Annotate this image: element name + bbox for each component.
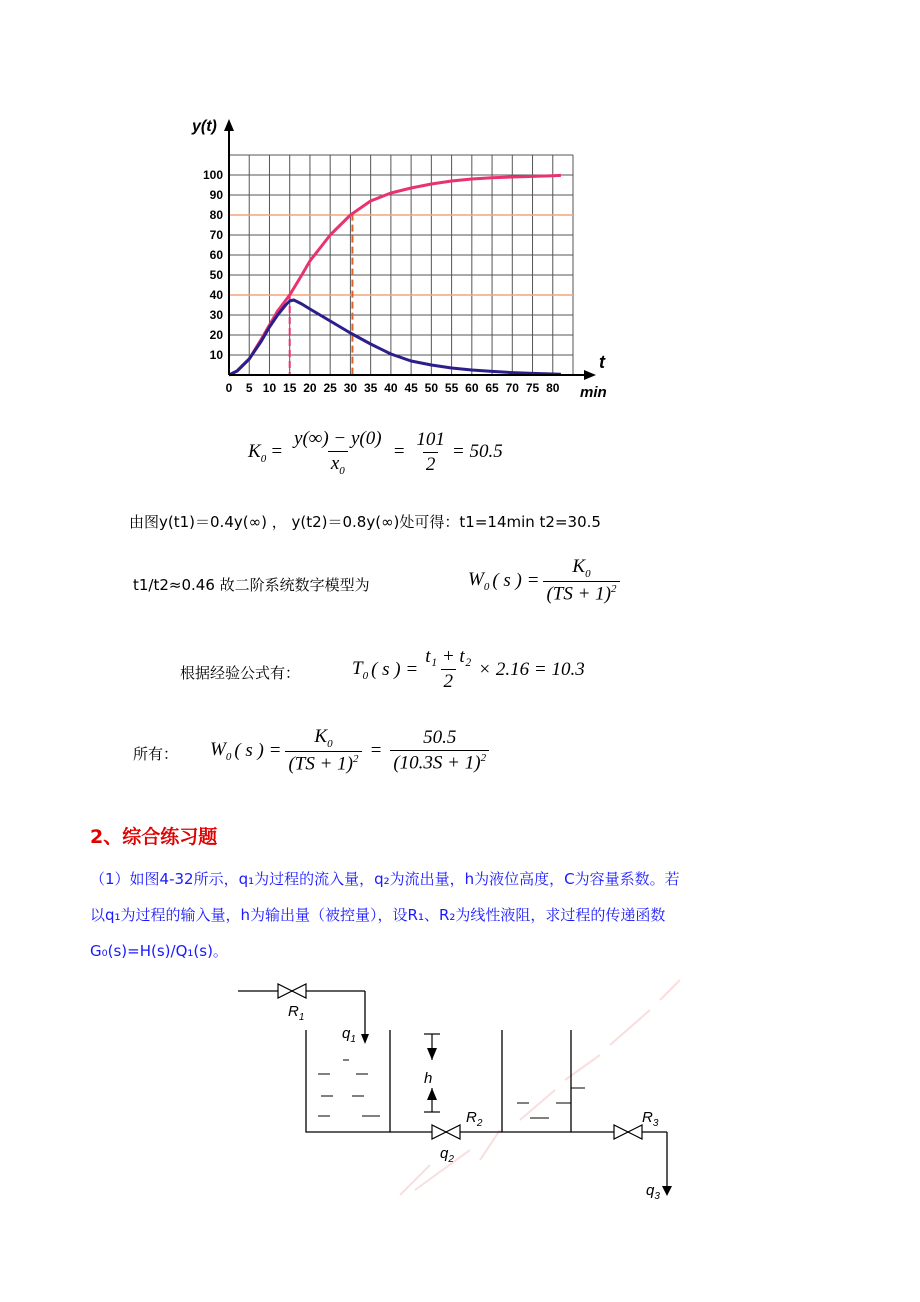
chart-grid	[229, 155, 573, 375]
x-axis-label: t	[599, 352, 605, 372]
y-tick-label: 30	[209, 308, 223, 322]
label-q3: $q_3$	[646, 1182, 660, 1202]
impulse-response-line	[229, 300, 561, 375]
x-tick-label: 55	[444, 381, 459, 395]
y-tick-label: 90	[209, 188, 223, 202]
problem-line-3: G₀(s)=H(s)/Q₁(s)。	[90, 942, 228, 960]
y-tick-label: 80	[209, 208, 223, 222]
valve-r3	[614, 1125, 642, 1139]
watermark	[400, 980, 680, 1195]
label-q2: $q_2$	[440, 1145, 454, 1165]
x-tick-label: 15	[283, 381, 297, 395]
response-chart	[0, 0, 920, 420]
y-tick-label: 50	[209, 268, 223, 282]
x-tick-label: 50	[424, 381, 439, 395]
x-tick-label: 60	[465, 381, 479, 395]
x-tick-label: 40	[384, 381, 398, 395]
x-tick-label: 20	[303, 381, 317, 395]
text-line-3: 根据经验公式有：	[180, 664, 301, 682]
formula-final: $W_0$ ( s ) = $\frac{K_0}{(TS + 1)^2}$ = $\frac{50.5}{(10.3S + 1)^2}$	[210, 726, 493, 775]
tick-labels	[203, 168, 560, 395]
chart-axes	[224, 119, 596, 380]
y-tick-label: 40	[209, 288, 223, 302]
x-tick-label: 30	[343, 381, 358, 395]
x-axis-arrow	[584, 370, 596, 380]
problem-line-2: 以q₁为过程的输入量，h为输出量（被控量），设R₁、R₂为线性液阻，求过程的传递函数	[90, 906, 666, 924]
label-r3: $R_3$	[642, 1109, 659, 1129]
x-axis-unit: min	[580, 384, 607, 401]
outlet-arrow	[662, 1186, 672, 1196]
formula-t0: $T_0$ ( s ) = $\frac{\text{t₁ + t₂}}{2}$ × 2.16 = 10.3	[352, 646, 585, 692]
text-line-1: 由图y(t1)＝0.4y(∞) ， y(t2)＝0.8y(∞)处可得：t1=14min t2=30.5	[129, 513, 601, 531]
formula-k0: $K_0$ = $\frac{y(\infty) - y(0)}{x_0}$ = $\frac{101}{2}$ = 50.5	[248, 428, 503, 477]
label-r1: $R_1$	[288, 1003, 305, 1023]
x-tick-label: 10	[262, 381, 277, 395]
x-tick-label: 75	[525, 381, 540, 395]
y-axis-label: y(t)	[192, 118, 217, 135]
label-r2: $R_2$	[466, 1109, 483, 1129]
x-tick-label: 70	[505, 381, 519, 395]
label-q1: $q_1$	[342, 1025, 356, 1045]
x-tick-label: 35	[363, 381, 378, 395]
x-tick-label: 45	[404, 381, 418, 395]
x-tick-label: 65	[485, 381, 499, 395]
text-line-2: t1/t2≈0.46 故二阶系统数字模型为	[133, 576, 370, 594]
valve-r2	[432, 1125, 460, 1139]
inlet-arrow	[361, 1034, 369, 1044]
label-h: h	[424, 1070, 433, 1087]
tank-2	[502, 1030, 571, 1132]
y-tick-label: 10	[209, 348, 223, 362]
tank-1	[306, 1030, 390, 1132]
y-axis-arrow	[224, 119, 234, 131]
valve-r1	[278, 984, 306, 998]
problem-line-1: （1）如图4-32所示，q₁为过程的流入量，q₂为流出量，h为液位高度，C为容量系数。若	[90, 870, 680, 888]
y-tick-label: 100	[202, 168, 223, 182]
y-tick-label: 20	[209, 328, 223, 342]
y-tick-label: 60	[209, 248, 223, 262]
y-tick-label: 70	[209, 228, 223, 242]
x-tick-label: 0	[225, 381, 233, 395]
text-line-4: 所有：	[133, 745, 179, 763]
x-tick-label: 5	[245, 381, 253, 395]
section-title: 2、综合练习题	[90, 826, 218, 848]
tank-diagram	[0, 960, 920, 1300]
x-tick-label: 25	[323, 381, 337, 395]
tank-1-liquid	[318, 1060, 380, 1116]
formula-w0: $W_0$ ( s ) = $\frac{K_0}{(TS + 1)^2}$	[468, 556, 624, 605]
x-tick-label: 80	[546, 381, 560, 395]
